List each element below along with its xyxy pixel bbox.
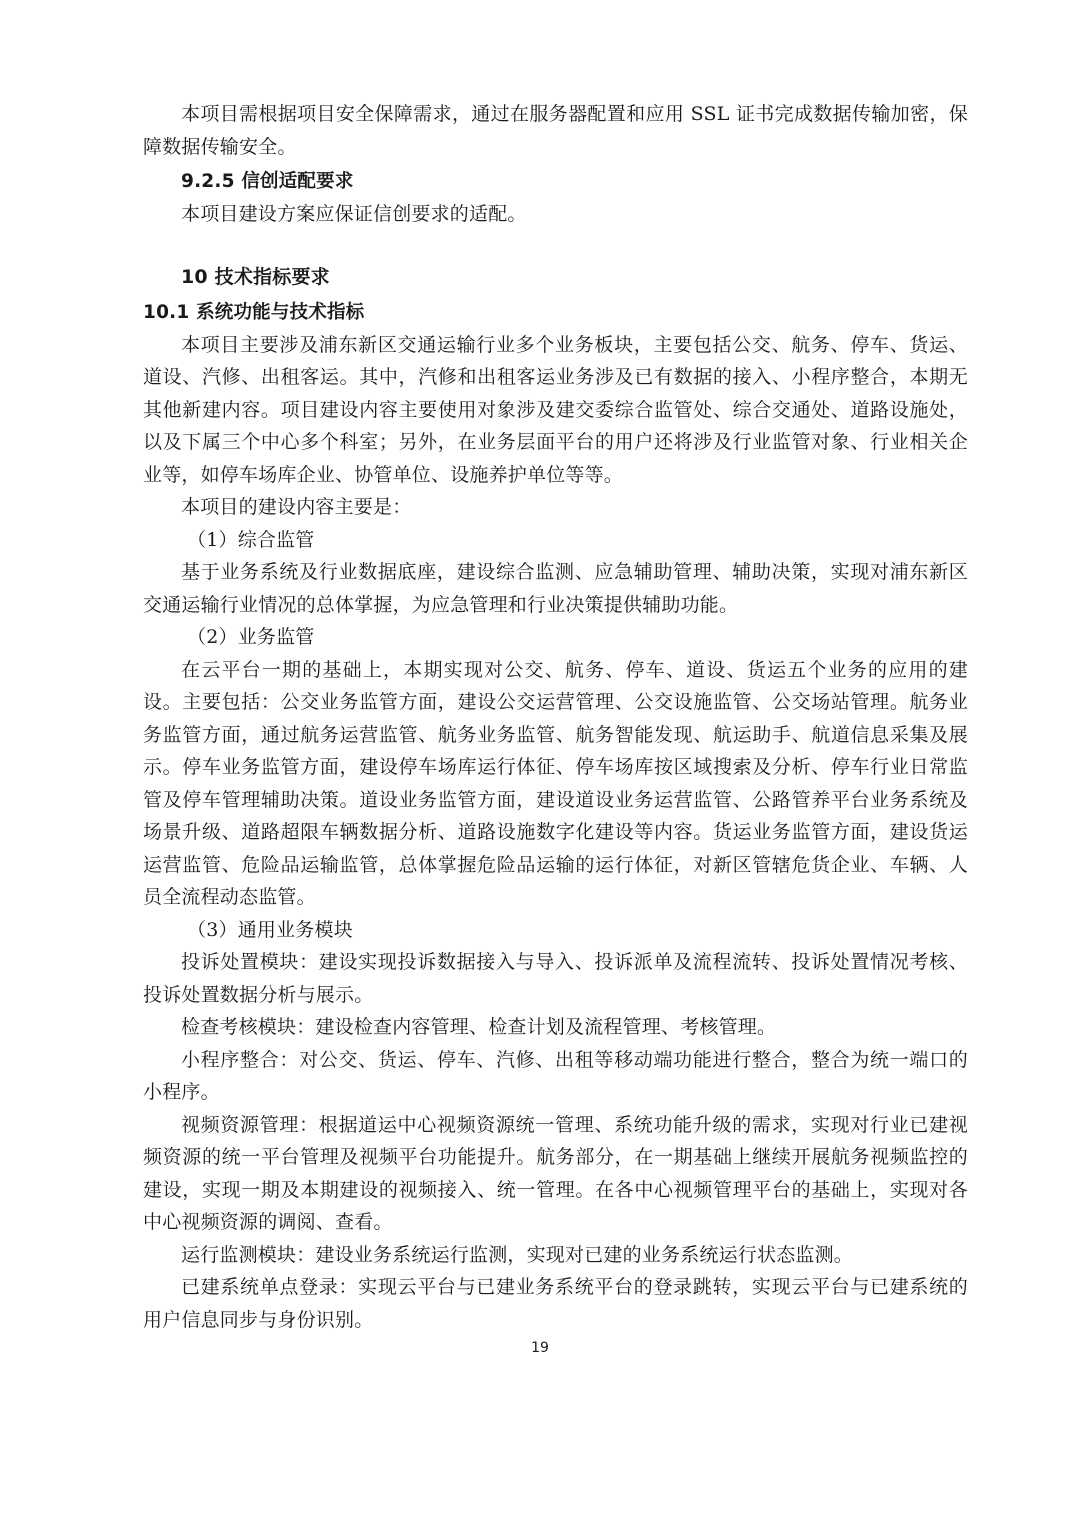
heading-9-2-5: 9.2.5 信创适配要求 [181, 171, 354, 192]
paragraph-video: 视频资源管理：根据道运中心视频资源统一管理、系统功能升级的需求，实现对行业已建视频资源的统一平台管理及视频平台功能提升。航务部分，在一期基础上继续开展航务视频监控的建设，实现一期及本期建设的视频接入、统一管理。在各中心视频管理平台的基础上，实现对各中心视频资源的调阅、查看。 [143, 1113, 968, 1233]
list-item-business: （2）业务监管 [187, 626, 315, 648]
paragraph-content-intro: 本项目的建设内容主要是： [181, 496, 412, 518]
paragraph-business: 在云平台一期的基础上，本期实现对公交、航务、停车、道设、货运五个业务的应用的建设。主要包括：公交业务监管方面，建设公交运营管理、公交设施监管、公交场站管理。航务业务监管方面，通过航务运营监管、航务业务监管、航务智能发现、航运助手、航道信息采集及展示。停车业务监管方面，建设停车场库运行体征、停车场库按区域搜索及分析、停车行业日常监管及停车管理辅助决策。道设业务监管方面，建设道设业务运营监管、公路管养平台业务系统及场景升级、道路超限车辆数据分析、道路设施数字化建设等内容。货运业务监管方面，建设货运运营监管、危险品运输监管，总体掌握危险品运输的运行体征，对新区管辖危货企业、车辆、人员全流程动态监管。 [143, 658, 968, 908]
heading-10: 10 技术指标要求 [181, 265, 330, 288]
page-number: 19 [531, 1340, 549, 1356]
paragraph-inspection: 检查考核模块：建设检查内容管理、检查计划及流程管理、考核管理。 [181, 1016, 777, 1038]
paragraph-scope: 本项目主要涉及浦东新区交通运输行业多个业务板块，主要包括公交、航务、停车、货运、道设、汽修、出租客运。其中，汽修和出租客运业务涉及已有数据的接入、小程序整合，本期无其他新建内容。项目建设内容主要使用对象涉及建交委综合监管处、综合交通处、道路设施处，以及下属三个中心多个科室；另外，在业务层面平台的用户还将涉及行业监管对象、行业相关企业等，如停车场库企业、协管单位、设施养护单位等等。 [143, 333, 968, 486]
paragraph-sso: 已建系统单点登录：实现云平台与已建业务系统平台的登录跳转，实现云平台与已建系统的用户信息同步与身份识别。 [143, 1276, 968, 1331]
paragraph-comprehensive: 基于业务系统及行业数据底座，建设综合监测、应急辅助管理、辅助决策，实现对浦东新区交通运输行业情况的总体掌握，为应急管理和行业决策提供辅助功能。 [143, 561, 968, 616]
list-item-general: （3）通用业务模块 [187, 918, 353, 941]
paragraph-ssl: 本项目需根据项目安全保障需求，通过在服务器配置和应用 SSL 证书完成数据传输加密，保障数据传输安全。 [143, 103, 968, 158]
paragraph-xinchuang: 本项目建设方案应保证信创要求的适配。 [181, 203, 527, 225]
heading-10-1: 10.1 系统功能与技术指标 [143, 301, 365, 323]
paragraph-complaint: 投诉处置模块：建设实现投诉数据接入与导入、投诉派单及流程流转、投诉处置情况考核、投诉处置数据分析与展示。 [143, 951, 968, 1006]
document-page [143, 98, 968, 1336]
list-item-comprehensive: （1）综合监管 [187, 528, 315, 551]
paragraph-monitoring: 运行监测模块：建设业务系统运行监测，实现对已建的业务系统运行状态监测。 [181, 1243, 854, 1266]
paragraph-miniprogram: 小程序整合：对公交、货运、停车、汽修、出租等移动端功能进行整合，整合为统一端口的小程序。 [143, 1048, 968, 1103]
